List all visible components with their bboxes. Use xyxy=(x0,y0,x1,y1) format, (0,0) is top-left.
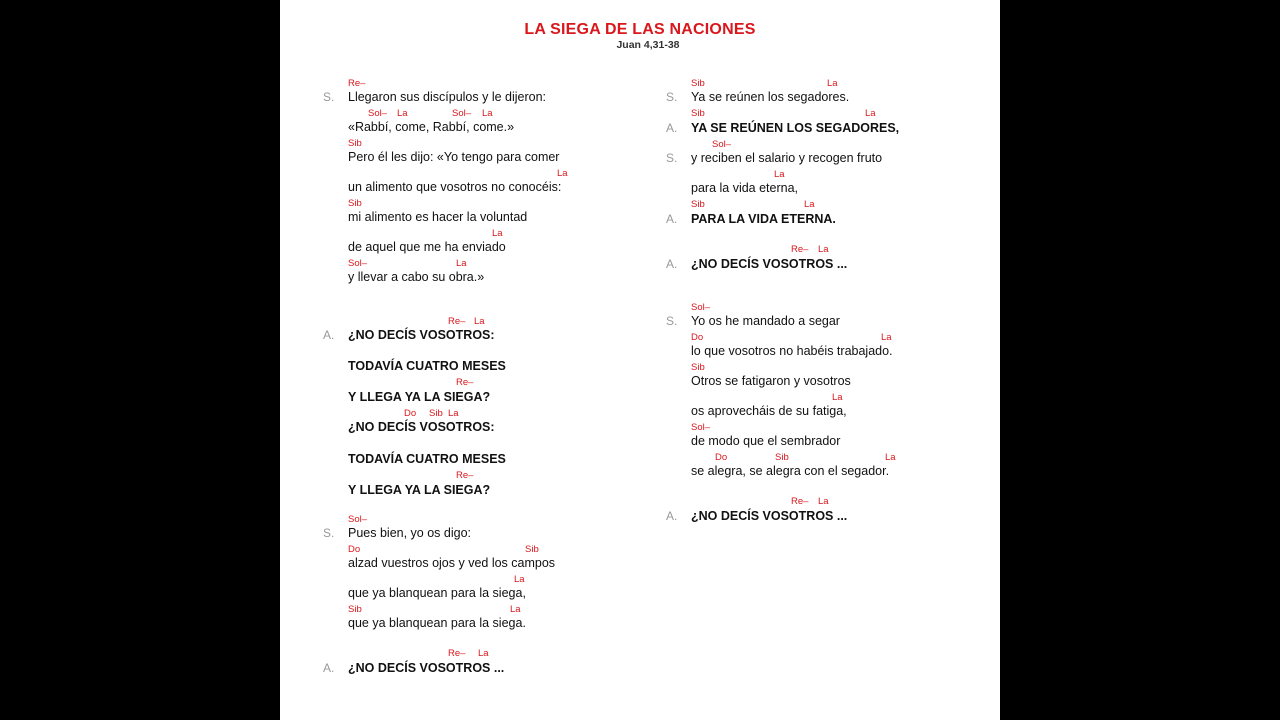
lyric-line: «Rabbí, come, Rabbí, come.» xyxy=(348,120,515,134)
chord: La xyxy=(482,108,493,119)
verse-marker: A. xyxy=(666,121,678,135)
chord: Sol– xyxy=(368,108,388,119)
chord: Do xyxy=(691,332,704,343)
chord: La xyxy=(492,228,503,239)
chord: La xyxy=(885,452,896,463)
chord: Sib xyxy=(691,108,705,119)
verse-marker: S. xyxy=(666,314,678,328)
chord: Sol– xyxy=(348,514,368,525)
chord: La xyxy=(774,169,785,180)
lyric-line: de modo que el sembrador xyxy=(691,434,841,448)
chord: La xyxy=(510,604,521,615)
chord: Sol– xyxy=(712,139,732,150)
lyric-line: Pues bien, yo os digo: xyxy=(348,526,471,540)
chord: Sib xyxy=(429,408,443,419)
verse-marker: S. xyxy=(323,526,335,540)
chord: La xyxy=(478,648,489,659)
chord: La xyxy=(818,244,829,255)
chord: La xyxy=(865,108,876,119)
lyric-line: y reciben el salario y recogen fruto xyxy=(691,151,883,165)
chord: Sib xyxy=(691,199,705,210)
chord: La xyxy=(397,108,408,119)
lyric-line: un alimento que vosotros no conocéis: xyxy=(348,180,562,194)
lyric-line: ¿NO DECÍS VOSOTROS ... xyxy=(691,509,848,523)
lyric-line: os aprovecháis de su fatiga, xyxy=(691,404,847,418)
lyric-line: que ya blanquean para la siega, xyxy=(348,586,526,600)
lyric-line: para la vida eterna, xyxy=(691,181,799,195)
lyric-line: Otros se fatigaron y vosotros xyxy=(691,374,851,388)
song-sheet xyxy=(280,0,1000,720)
lyric-line: TODAVÍA CUATRO MESES xyxy=(348,359,506,373)
chord: Sib xyxy=(525,544,539,555)
verse-marker: A. xyxy=(666,257,678,271)
chord: Sol– xyxy=(691,302,711,313)
lyric-line: Ya se reúnen los segadores. xyxy=(691,90,850,104)
chord: Sol– xyxy=(452,108,472,119)
lyric-line: Llegaron sus discípulos y le dijeron: xyxy=(348,90,547,104)
chord: La xyxy=(456,258,467,269)
chord: Sib xyxy=(775,452,789,463)
lyric-line: Y LLEGA YA LA SIEGA? xyxy=(348,390,491,404)
chord: La xyxy=(557,168,568,179)
lyric-line: Y LLEGA YA LA SIEGA? xyxy=(348,483,491,497)
chord: Re– xyxy=(456,377,474,388)
chord: Sol– xyxy=(691,422,711,433)
chord: Re– xyxy=(348,78,366,89)
chord: La xyxy=(832,392,843,403)
lyric-line: se alegra, se alegra con el segador. xyxy=(691,464,890,478)
lyric-line: Yo os he mandado a segar xyxy=(691,314,840,328)
lyric-line: que ya blanquean para la siega. xyxy=(348,616,526,630)
chord: La xyxy=(818,496,829,507)
lyric-line: ¿NO DECÍS VOSOTROS: xyxy=(348,328,495,342)
chord: Re– xyxy=(456,470,474,481)
song-title: LA SIEGA DE LAS NACIONES xyxy=(524,21,756,38)
chord: Re– xyxy=(448,316,466,327)
chord: Do xyxy=(348,544,361,555)
lyric-line: ¿NO DECÍS VOSOTROS: xyxy=(348,420,495,434)
chord: Sol– xyxy=(348,258,368,269)
verse-marker: S. xyxy=(323,90,335,104)
chord: La xyxy=(474,316,485,327)
lyric-line: lo que vosotros no habéis trabajado. xyxy=(691,344,893,358)
chord: Sib xyxy=(348,198,362,209)
verse-marker: S. xyxy=(666,151,678,165)
lyric-line: y llevar a cabo su obra.» xyxy=(348,270,485,284)
chord: Sib xyxy=(691,362,705,373)
scripture-reference: Juan 4,31-38 xyxy=(616,39,680,51)
chord: Sib xyxy=(348,604,362,615)
verse-marker: A. xyxy=(323,661,335,675)
verse-marker: S. xyxy=(666,90,678,104)
chord: La xyxy=(827,78,838,89)
verse-marker: A. xyxy=(666,509,678,523)
chord: Sib xyxy=(348,138,362,149)
chord: La xyxy=(448,408,459,419)
chord: Sib xyxy=(691,78,705,89)
lyric-line: alzad vuestros ojos y ved los campos xyxy=(348,556,556,570)
lyric-line: YA SE REÚNEN LOS SEGADORES, xyxy=(691,121,900,135)
chord: Re– xyxy=(791,244,809,255)
chord: La xyxy=(514,574,525,585)
lyric-line: TODAVÍA CUATRO MESES xyxy=(348,452,506,466)
lyric-line: ¿NO DECÍS VOSOTROS ... xyxy=(348,661,505,675)
chord: Re– xyxy=(791,496,809,507)
lyric-line: ¿NO DECÍS VOSOTROS ... xyxy=(691,257,848,271)
chord: La xyxy=(804,199,815,210)
chord: Do xyxy=(404,408,417,419)
lyric-line: de aquel que me ha enviado xyxy=(348,240,506,254)
chord: Re– xyxy=(448,648,466,659)
chord: La xyxy=(881,332,892,343)
verse-marker: A. xyxy=(323,328,335,342)
verse-marker: A. xyxy=(666,212,678,226)
lyric-line: PARA LA VIDA ETERNA. xyxy=(691,212,836,226)
lyric-line: Pero él les dijo: «Yo tengo para comer xyxy=(348,150,560,164)
lyric-line: mi alimento es hacer la voluntad xyxy=(348,210,528,224)
chord: Do xyxy=(715,452,728,463)
